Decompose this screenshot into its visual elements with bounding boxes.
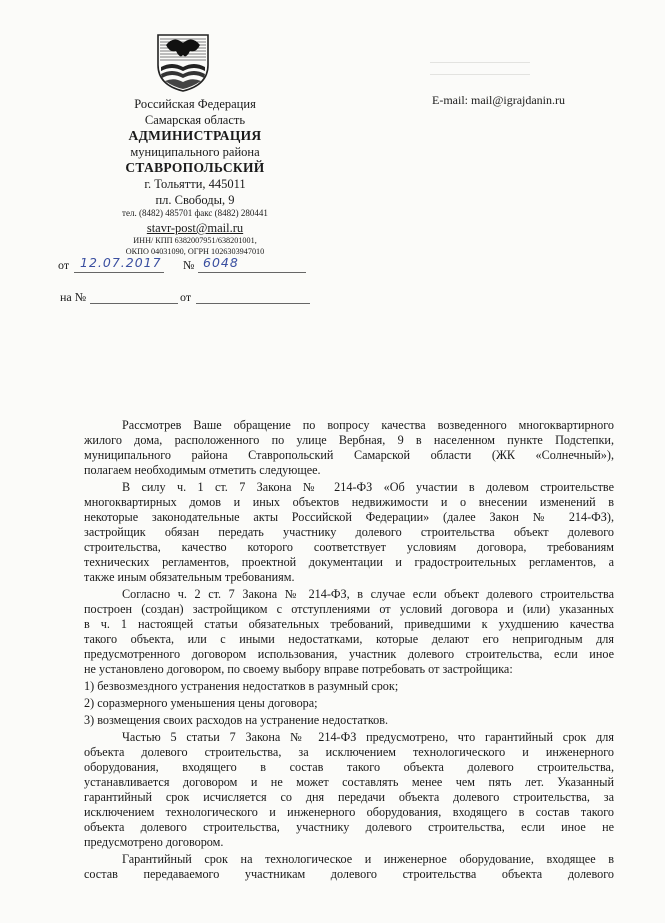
ref-number-underline bbox=[90, 303, 178, 304]
coat-of-arms-icon bbox=[152, 31, 214, 93]
faint-rule bbox=[430, 62, 530, 63]
body-line: предусмотрено договором. bbox=[84, 835, 224, 849]
body-line: в ч. 1 настоящей статьи обязательных требований, приведшими к ухудшению качества bbox=[84, 617, 614, 631]
body-line: многоквартирных домов и иных объектов недвижимости и о внесении изменений в bbox=[84, 495, 614, 509]
body-line: объекта долевого строительства, за исключением технологического и инженерного bbox=[84, 745, 614, 759]
header-city: г. Тольятти, 445011 bbox=[144, 177, 246, 191]
header-district-name: СТАВРОПОЛЬСКИЙ bbox=[125, 160, 265, 175]
reg-date-underline bbox=[74, 272, 164, 273]
body-line: В силу ч. 1 ст. 7 Закона № 214-ФЗ «Об участии в долевом строительстве bbox=[122, 480, 614, 494]
body-line: объекта долевого строительства, участнику долевого строительства, если иное не bbox=[84, 820, 614, 834]
body-line: муниципального района Ставропольский Самарской области (ЖК «Солнечный»), bbox=[84, 448, 614, 462]
header-site: stavr-post@mail.ru bbox=[146, 221, 244, 235]
list-item: 1) безвозмездного устранения недостатков в разумный срок; bbox=[84, 679, 399, 693]
ref-number-label: на № bbox=[60, 290, 87, 304]
list-item: 2) соразмерного уменьшения цены договора; bbox=[84, 696, 318, 710]
header-district-label: муниципального района bbox=[130, 145, 260, 159]
reg-number-handwritten: 6048 bbox=[203, 255, 239, 270]
header-region: Самарская область bbox=[144, 113, 246, 127]
header-phones: тел. (8482) 485701 факс (8482) 280441 bbox=[122, 208, 268, 218]
body-line: Гарантийный срок на технологическое и инженерное оборудование, входящее в bbox=[122, 852, 614, 866]
body-line: состав передаваемого участникам долевого строительства объекта долевого bbox=[84, 867, 614, 881]
body-line: технических регламентов, проектной документации и градостроительных регламентов, а bbox=[84, 555, 614, 569]
body-line: Рассмотрев Ваше обращение по вопросу качества возведенного многоквартирного bbox=[122, 418, 614, 432]
header-inn: ИНН/ КПП 6382007951/638201001, bbox=[133, 236, 257, 245]
body-line: некоторые законодательные акты Российской Федерации» (далее Закон № 214-ФЗ), bbox=[84, 510, 614, 524]
body-line: не установлено договором, по своему выбору вправе потребовать от застройщика: bbox=[84, 662, 513, 676]
faint-rule bbox=[430, 74, 530, 75]
body-line: застройщик обязан передать участнику долевого строительства объект долевого bbox=[84, 525, 614, 539]
header-country: Российская Федерация bbox=[134, 97, 256, 111]
reg-from-label: от bbox=[58, 258, 70, 272]
list-item: 3) возмещения своих расходов на устранение недостатков. bbox=[84, 713, 389, 727]
reg-number-label: № bbox=[183, 258, 195, 272]
body-line: построен (создан) застройщиком с отступлениями от условий договора и (или) указанных bbox=[84, 602, 614, 616]
body-line: оборудования, входящего в состав такого объекта долевого строительства, bbox=[84, 760, 614, 774]
body-line: такого объекта, или с иными недостатками, которые делают его непригодным для bbox=[84, 632, 614, 646]
body-line: исключением технологического и инженерного оборудования, входящего в состав такого bbox=[84, 805, 614, 819]
body-line: Частью 5 статьи 7 Закона № 214-ФЗ предусмотрено, что гарантийный срок для bbox=[122, 730, 614, 744]
header-street: пл. Свободы, 9 bbox=[155, 193, 235, 207]
body-line: строительства, качество которого соответствует условиям договора, требованиям bbox=[84, 540, 614, 554]
body-line: также иным обязательным требованиям. bbox=[84, 570, 295, 584]
body-line: Согласно ч. 2 ст. 7 Закона № 214-ФЗ, в случае если объект долевого строительства bbox=[122, 587, 614, 601]
header-okpo: ОКПО 04031090, ОГРН 1026303947010 bbox=[125, 247, 265, 256]
body-line: предусмотренного договором использования, участник долевого строительства, если иное bbox=[84, 647, 614, 661]
reg-date-handwritten: 12.07.2017 bbox=[80, 255, 162, 270]
reg-number-underline bbox=[198, 272, 306, 273]
ref-from-label: от bbox=[180, 290, 192, 304]
ref-date-underline bbox=[196, 303, 310, 304]
body-line: полагаем необходимым отметить следующее. bbox=[84, 463, 321, 477]
body-line: жилого дома, расположенного по улице Вербная, 9 в населенном пункте Подстепки, bbox=[84, 433, 614, 447]
header-admin-title: АДМИНИСТРАЦИЯ bbox=[128, 128, 262, 143]
body-line: гарантийный срок исчисляется со дня передачи объекта долевого строительства, за bbox=[84, 790, 614, 804]
email-line: E-mail: mail@igrajdanin.ru bbox=[432, 93, 566, 107]
body-line: устанавливается договором и не может составлять менее чем пять лет. Указанный bbox=[84, 775, 614, 789]
